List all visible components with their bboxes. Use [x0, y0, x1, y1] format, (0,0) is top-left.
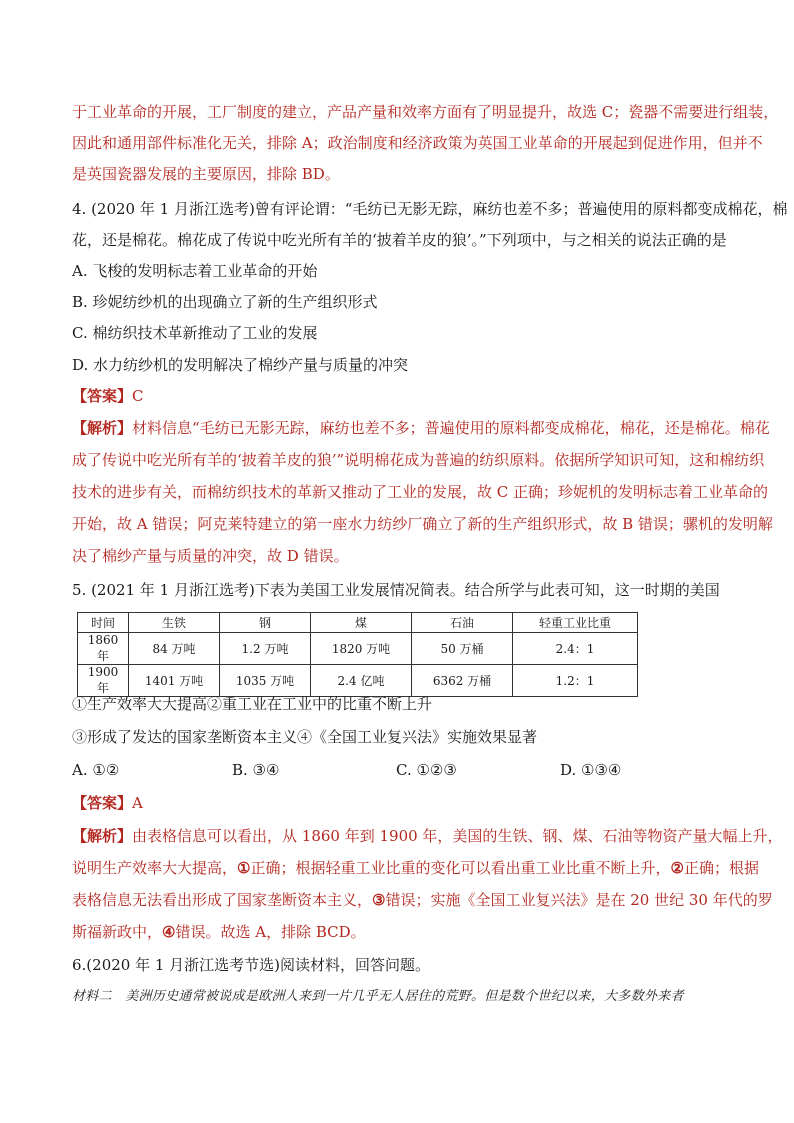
- q5-analysis-label: 【解析】: [72, 827, 133, 845]
- table-header: 石油: [412, 613, 513, 633]
- prev-analysis-line-1: 于工业革命的开展，工厂制度的建立，产品产量和效率方面有了明显提升，故选 C；瓷器不需要进行组装，: [72, 103, 779, 121]
- table-cell: 1820 万吨: [311, 633, 412, 665]
- q4-analysis-line-5: 决了棉纱产量与质量的冲突，故 D 错误。: [72, 547, 349, 565]
- q5-option-a: A. ①②: [72, 761, 120, 779]
- q5-stem: 5. (2021 年 1 月浙江选考)下表为美国工业发展情况简表。结合所学与此表可知，这一时期的美国: [72, 581, 720, 599]
- table-cell: 2.4：1: [513, 633, 638, 665]
- table-cell: 1.2：1: [513, 665, 638, 697]
- table-cell: 1035 万吨: [220, 665, 311, 697]
- table-header: 生铁: [129, 613, 220, 633]
- q5-answer-label: 【答案】: [72, 794, 133, 812]
- q4-analysis-line-2: 成了传说中吃光所有羊的‘披着羊皮的狼’”说明棉花成为普遍的纺织原料。依据所学知识可知，这和棉纺织: [72, 451, 765, 469]
- q4-option-b: B. 珍妮纺纱机的出现确立了新的生产组织形式: [72, 293, 378, 311]
- prev-analysis-line-2: 因此和通用部件标准化无关，排除 A；政治制度和经济政策为英国工业革命的开展起到促进作用，但并不: [72, 134, 763, 152]
- q4-option-a: A. 飞梭的发明标志着工业革命的开始: [72, 262, 318, 280]
- table-cell: 1401 万吨: [129, 665, 220, 697]
- table-header: 煤: [311, 613, 412, 633]
- q5-analysis-line-2: 说明生产效率大大提高，①正确；根据轻重工业比重的变化可以看出重工业比重不断上升，②正确；根据: [72, 859, 759, 877]
- table-row: [78, 665, 638, 697]
- table-header: 轻重工业比重: [513, 613, 638, 633]
- table-cell: 84 万吨: [129, 633, 220, 665]
- table-header: 钢: [220, 613, 311, 633]
- q4-stem-line-1: 4. (2020 年 1 月浙江选考)曾有评论谓：“毛纺已无影无踪，麻纺也差不多；普遍使用的原料都变成棉花，棉: [72, 200, 788, 218]
- marker-2: ②: [670, 859, 684, 877]
- marker-4: ④: [162, 923, 176, 941]
- q4-answer-label: 【答案】: [72, 387, 133, 405]
- marker-3: ③: [372, 891, 386, 909]
- q5-option-d: D. ①③④: [560, 761, 622, 779]
- table-row: [78, 633, 638, 665]
- q4-option-c: C. 棉纺织技术革新推动了工业的发展: [72, 324, 318, 342]
- q5-option-b: B. ③④: [232, 761, 280, 779]
- q4-analysis-line-1: 【解析】材料信息“毛纺已无影无踪，麻纺也差不多；普遍使用的原料都变成棉花，棉花，还是棉花。棉花: [72, 419, 770, 437]
- q5-analysis-line-3: 表格信息无法看出形成了国家垄断资本主义，③错误；实施《全国工业复兴法》是在 20 世纪 30 年代的罗: [72, 891, 773, 909]
- table-header: 时间: [78, 613, 129, 633]
- q5-items-line-2: ③形成了发达的国家垄断资本主义④《全国工业复兴法》实施效果显著: [72, 728, 538, 746]
- table-cell: 1.2 万吨: [220, 633, 311, 665]
- q4-answer-value: C: [132, 387, 144, 405]
- table-cell: 2.4 亿吨: [311, 665, 412, 697]
- table-header-row: [78, 613, 638, 633]
- prev-analysis-line-3: 是英国瓷器发展的主要原因，排除 BD。: [72, 165, 340, 183]
- marker-1: ①: [237, 859, 251, 877]
- q4-analysis-label: 【解析】: [72, 419, 133, 437]
- table-cell: 50 万桶: [412, 633, 513, 665]
- q5-analysis-line-1: 【解析】由表格信息可以看出，从 1860 年到 1900 年，美国的生铁、钢、煤、石油等物资产量大幅上升，: [72, 827, 783, 845]
- q6-stem: 6.(2020 年 1 月浙江选考节选)阅读材料，回答问题。: [72, 956, 431, 974]
- q4-stem-line-2: 花，还是棉花。棉花成了传说中吃光所有羊的‘披着羊皮的狼’。”下列项中，与之相关的说法正确的是: [72, 231, 727, 249]
- industry-table: [77, 612, 638, 697]
- q5-analysis-line-4: 斯福新政中，④错误。故选 A，排除 BCD。: [72, 923, 366, 941]
- q4-analysis-line-4: 开始，故 A 错误；阿克莱特建立的第一座水力纺纱厂确立了新的生产组织形式，故 B 错误；骡机的发明解: [72, 515, 773, 533]
- table-cell: 1860 年: [78, 633, 129, 665]
- q4-analysis-line-3: 技术的进步有关，而棉纺织技术的革新又推动了工业的发展，故 C 正确；珍妮机的发明标志着工业革命的: [72, 483, 769, 501]
- q5-option-c: C. ①②③: [396, 761, 457, 779]
- q4-option-d: D. 水力纺纱机的发明解决了棉纱产量与质量的冲突: [72, 356, 409, 374]
- q6-material: 材料二 美洲历史通常被说成是欧洲人来到一片几乎无人居住的荒野。但是数个世纪以来，大多数外来者: [72, 989, 684, 1004]
- table-cell: 6362 万桶: [412, 665, 513, 697]
- q5-answer-value: A: [132, 794, 143, 812]
- table-cell: 1900 年: [78, 665, 129, 697]
- q5-items-line-1: ①生产效率大大提高②重工业在工业中的比重不断上升: [72, 695, 433, 713]
- q4-answer: [72, 386, 144, 406]
- q5-answer: [72, 793, 143, 813]
